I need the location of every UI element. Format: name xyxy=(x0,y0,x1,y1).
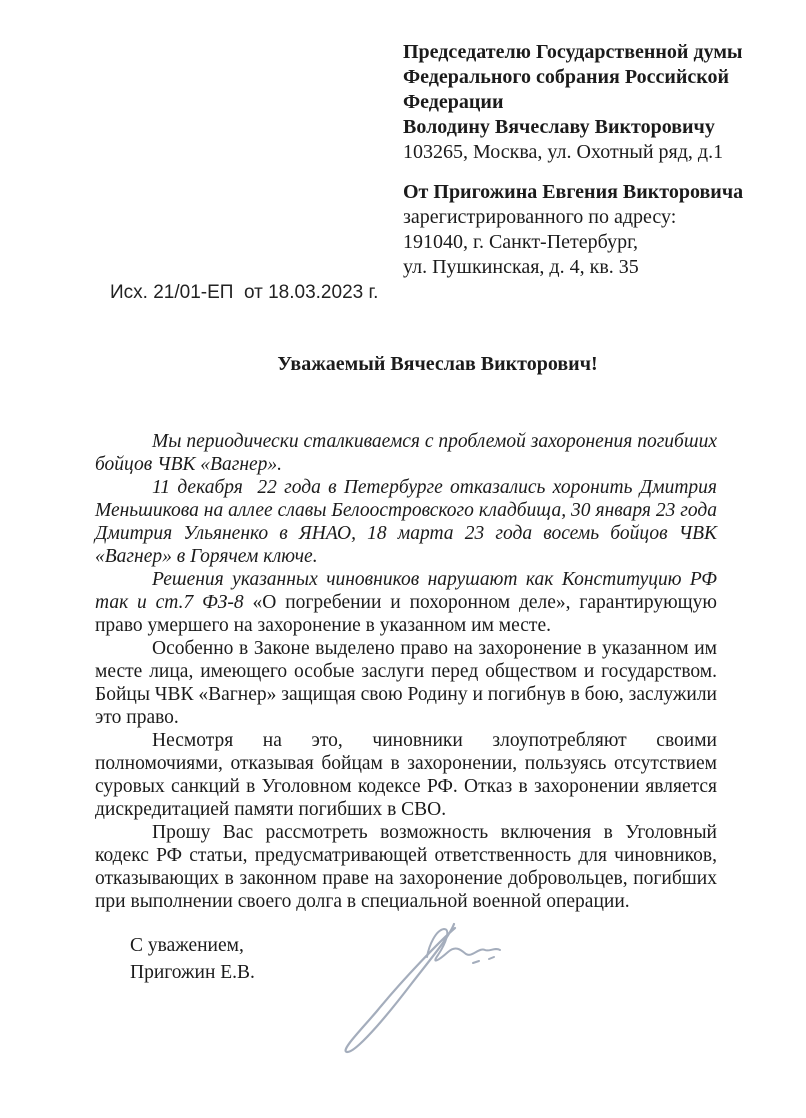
signature-stroke-main xyxy=(346,924,455,1052)
sender-registered-line: зарегистрированного по адресу: xyxy=(403,206,677,228)
paragraph-3 xyxy=(95,568,717,637)
sender-address-line-2: ул. Пушкинская, д. 4, кв. 35 xyxy=(403,256,639,278)
reference-number: Исх. 21/01-ЕП от 18.03.2023 г. xyxy=(110,282,379,303)
signature-stroke-flourish xyxy=(427,929,500,963)
salutation: Уважаемый Вячеслав Викторович! xyxy=(277,353,598,375)
handwritten-signature xyxy=(332,912,542,1057)
letter-body xyxy=(95,430,717,913)
sender-block xyxy=(403,180,773,280)
closing-signatory: Пригожин Е.В. xyxy=(130,962,255,983)
paragraph-4: Особенно в Законе выделено право на захоронение в указанном им месте лица, имеющего особые заслуги перед обществом и государством. Бойцы ЧВК «Вагнер» защищая свою Родину и погибнув в бою, заслужили это право. xyxy=(95,638,717,728)
paragraph-1: Мы периодически сталкиваемся с проблемой захоронения погибших бойцов ЧВК «Вагнер». xyxy=(95,431,717,475)
recipient-org-line-2: Федерального собрания Российской xyxy=(403,66,730,88)
recipient-org-line-1: Председателю Государственной думы xyxy=(403,41,743,63)
paragraph-2: 11 декабря 22 года в Петербурге отказались хоронить Дмитрия Меньшикова на аллее славы Белоостровского кладбища, 30 января 23 года Дмитрия Ульяненко в ЯНАО, 18 марта 23 года восемь бойцов ЧВК «Вагнер» в Горячем ключе. xyxy=(95,477,717,567)
paragraph-3-italic-segment: Решения указанных чиновников нарушают как Конституцию РФ так и ст.7 ФЗ-8 xyxy=(95,569,717,613)
paragraph-5: Несмотря на это, чиновники злоупотребляют своими полномочиями, отказывая бойцам в захоронении, пользуясь отсутствием суровых санкций в Уголовном кодексе РФ. Отказ в захоронении является дискредитацией памяти погибших в СВО. xyxy=(95,730,717,820)
recipient-block xyxy=(403,40,773,280)
recipient-address: 103265, Москва, ул. Охотный ряд, д.1 xyxy=(403,141,724,163)
sender-address-line-1: 191040, г. Санкт-Петербург, xyxy=(403,231,639,253)
paragraph-3-regular-segment: «О погребении и похоронном деле», гарантирующую право умершего на захоронение в указанном им месте. xyxy=(95,592,717,636)
closing-block xyxy=(130,932,255,986)
recipient-name: Володину Вячеславу Викторовичу xyxy=(403,116,715,138)
closing-regards: С уважением, xyxy=(130,935,244,956)
paragraph-6: Прошу Вас рассмотреть возможность включения в Уголовный кодекс РФ статьи, предусматривающей ответственность для чиновников, отказывающих в законном праве на захоронение добровольцев, погибших при выполнении своего долга в специальной военной операции. xyxy=(95,822,717,912)
recipient-org-line-3: Федерации xyxy=(403,91,504,113)
sender-name: От Пригожина Евгения Викторовича xyxy=(403,181,744,203)
